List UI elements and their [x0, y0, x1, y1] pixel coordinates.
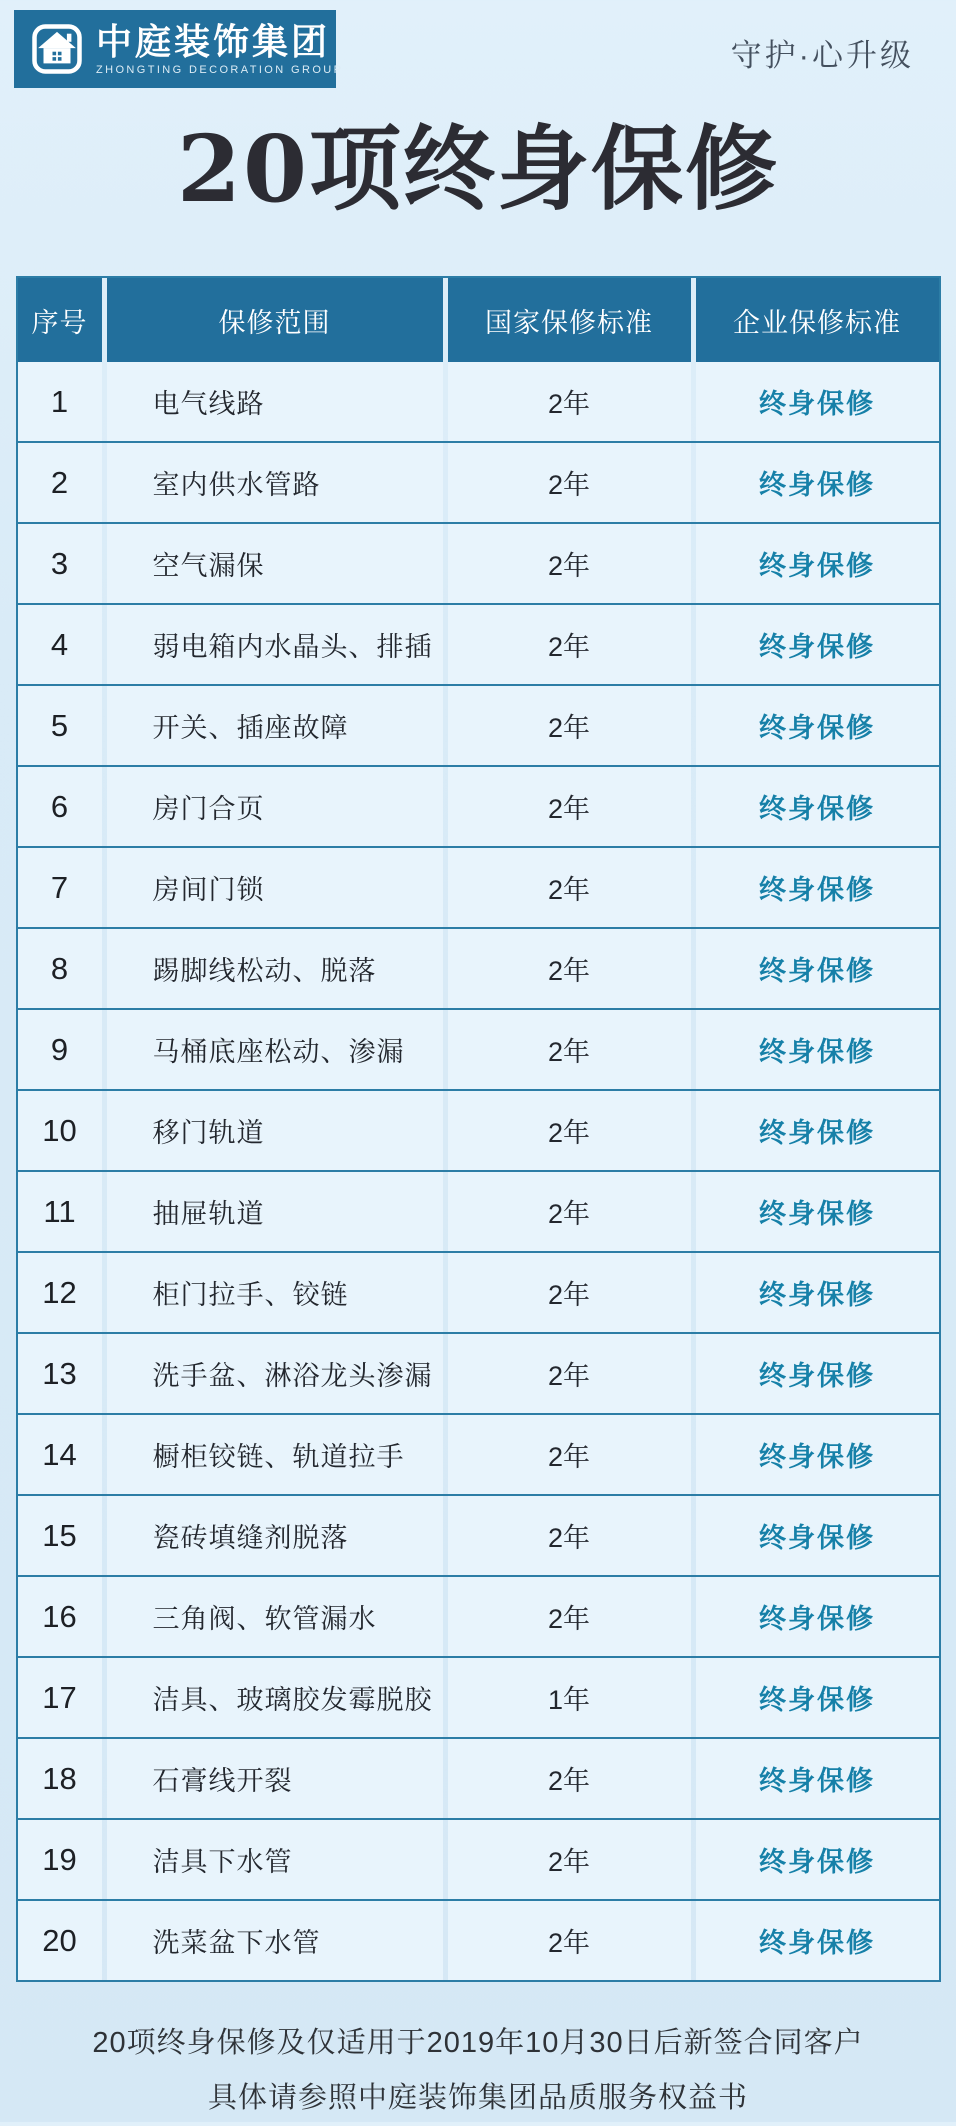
row-number-cell: 19 [18, 1820, 102, 1899]
national-standard-cell: 1年 [448, 1658, 691, 1737]
table-row [18, 1818, 939, 1899]
table-row [18, 1332, 939, 1413]
row-number-cell: 17 [18, 1658, 102, 1737]
enterprise-standard-cell: 终身保修 [696, 443, 939, 522]
enterprise-standard-cell: 终身保修 [696, 929, 939, 1008]
row-number-cell: 4 [18, 605, 102, 684]
table-row [18, 1008, 939, 1089]
scope-cell: 柜门拉手、铰链 [107, 1253, 443, 1332]
table-row [18, 603, 939, 684]
national-standard-cell: 2年 [448, 929, 691, 1008]
national-standard-cell: 2年 [448, 1739, 691, 1818]
footer-line-2: 具体请参照中庭装饰集团品质服务权益书 [207, 2082, 748, 2114]
national-standard-cell: 2年 [448, 1172, 691, 1251]
scope-cell: 洁具、玻璃胶发霉脱胶 [107, 1658, 443, 1737]
table-header-row [18, 278, 939, 362]
scope-cell: 移门轨道 [107, 1091, 443, 1170]
row-number-cell: 5 [18, 686, 102, 765]
national-standard-cell: 2年 [448, 362, 691, 441]
row-number-cell: 8 [18, 929, 102, 1008]
row-number-cell: 20 [18, 1901, 102, 1980]
enterprise-standard-cell: 终身保修 [696, 1901, 939, 1980]
row-number-cell: 12 [18, 1253, 102, 1332]
enterprise-standard-cell: 终身保修 [696, 686, 939, 765]
scope-cell: 踢脚线松动、脱落 [107, 929, 443, 1008]
col-header-no: 序号 [18, 278, 102, 362]
table-row [18, 1737, 939, 1818]
enterprise-standard-cell: 终身保修 [696, 1172, 939, 1251]
table-row [18, 1251, 939, 1332]
table-row [18, 846, 939, 927]
col-header-enterprise: 企业保修标准 [696, 278, 939, 362]
enterprise-standard-cell: 终身保修 [696, 524, 939, 603]
enterprise-standard-cell: 终身保修 [696, 1415, 939, 1494]
scope-cell: 三角阀、软管漏水 [107, 1577, 443, 1656]
row-number-cell: 13 [18, 1334, 102, 1413]
row-number-cell: 10 [18, 1091, 102, 1170]
row-number-cell: 7 [18, 848, 102, 927]
national-standard-cell: 2年 [448, 1496, 691, 1575]
table-row [18, 1494, 939, 1575]
row-number-cell: 15 [18, 1496, 102, 1575]
national-standard-cell: 2年 [448, 1415, 691, 1494]
scope-cell: 洗菜盆下水管 [107, 1901, 443, 1980]
logo-name-en: ZHONGTING DECORATION GROUP [96, 63, 344, 76]
enterprise-standard-cell: 终身保修 [696, 1739, 939, 1818]
row-number-cell: 1 [18, 362, 102, 441]
scope-cell: 开关、插座故障 [107, 686, 443, 765]
row-number-cell: 11 [18, 1172, 102, 1251]
house-icon [30, 22, 84, 76]
national-standard-cell: 2年 [448, 767, 691, 846]
enterprise-standard-cell: 终身保修 [696, 362, 939, 441]
enterprise-standard-cell: 终身保修 [696, 1091, 939, 1170]
row-number-cell: 3 [18, 524, 102, 603]
enterprise-standard-cell: 终身保修 [696, 848, 939, 927]
footer-line-1: 20项终身保修及仅适用于2019年10月30日后新签合同客户 [92, 2027, 864, 2059]
national-standard-cell: 2年 [448, 1253, 691, 1332]
enterprise-standard-cell: 终身保修 [696, 1334, 939, 1413]
scope-cell: 橱柜铰链、轨道拉手 [107, 1415, 443, 1494]
national-standard-cell: 2年 [448, 524, 691, 603]
national-standard-cell: 2年 [448, 1820, 691, 1899]
enterprise-standard-cell: 终身保修 [696, 1253, 939, 1332]
national-standard-cell: 2年 [448, 443, 691, 522]
page-title: 20项终身保修 [176, 115, 780, 223]
row-number-cell: 16 [18, 1577, 102, 1656]
col-header-scope: 保修范围 [107, 278, 443, 362]
national-standard-cell: 2年 [448, 1010, 691, 1089]
enterprise-standard-cell: 终身保修 [696, 1496, 939, 1575]
scope-cell: 抽屉轨道 [107, 1172, 443, 1251]
national-standard-cell: 2年 [448, 605, 691, 684]
table-row [18, 1170, 939, 1251]
scope-cell: 瓷砖填缝剂脱落 [107, 1496, 443, 1575]
scope-cell: 房门合页 [107, 767, 443, 846]
tagline: 守护·心升级 [730, 38, 914, 73]
col-header-national: 国家保修标准 [448, 278, 691, 362]
row-number-cell: 14 [18, 1415, 102, 1494]
top-bar [0, 0, 956, 88]
scope-cell: 房间门锁 [107, 848, 443, 927]
table-row [18, 1899, 939, 1980]
enterprise-standard-cell: 终身保修 [696, 1820, 939, 1899]
row-number-cell: 2 [18, 443, 102, 522]
scope-cell: 洗手盆、淋浴龙头渗漏 [107, 1334, 443, 1413]
scope-cell: 洁具下水管 [107, 1820, 443, 1899]
national-standard-cell: 2年 [448, 848, 691, 927]
enterprise-standard-cell: 终身保修 [696, 605, 939, 684]
scope-cell: 室内供水管路 [107, 443, 443, 522]
table-row [18, 1089, 939, 1170]
national-standard-cell: 2年 [448, 1091, 691, 1170]
national-standard-cell: 2年 [448, 1577, 691, 1656]
table-row [18, 684, 939, 765]
warranty-table [16, 276, 941, 1982]
table-row [18, 927, 939, 1008]
scope-cell: 弱电箱内水晶头、排插 [107, 605, 443, 684]
enterprise-standard-cell: 终身保修 [696, 767, 939, 846]
row-number-cell: 18 [18, 1739, 102, 1818]
enterprise-standard-cell: 终身保修 [696, 1658, 939, 1737]
scope-cell: 电气线路 [107, 362, 443, 441]
table-row [18, 1656, 939, 1737]
scope-cell: 空气漏保 [107, 524, 443, 603]
table-row [18, 441, 939, 522]
national-standard-cell: 2年 [448, 686, 691, 765]
logo-name-cn: 中庭装饰集团 [96, 20, 331, 62]
footer-note [0, 2016, 956, 2126]
table-body [18, 362, 939, 1980]
row-number-cell: 9 [18, 1010, 102, 1089]
national-standard-cell: 2年 [448, 1334, 691, 1413]
company-logo [14, 10, 344, 88]
logo-text [96, 20, 344, 76]
table-row [18, 362, 939, 441]
row-number-cell: 6 [18, 767, 102, 846]
scope-cell: 马桶底座松动、渗漏 [107, 1010, 443, 1089]
enterprise-standard-cell: 终身保修 [696, 1577, 939, 1656]
table-row [18, 1575, 939, 1656]
scope-cell: 石膏线开裂 [107, 1739, 443, 1818]
table-row [18, 522, 939, 603]
national-standard-cell: 2年 [448, 1901, 691, 1980]
enterprise-standard-cell: 终身保修 [696, 1010, 939, 1089]
table-row [18, 1413, 939, 1494]
table-row [18, 765, 939, 846]
